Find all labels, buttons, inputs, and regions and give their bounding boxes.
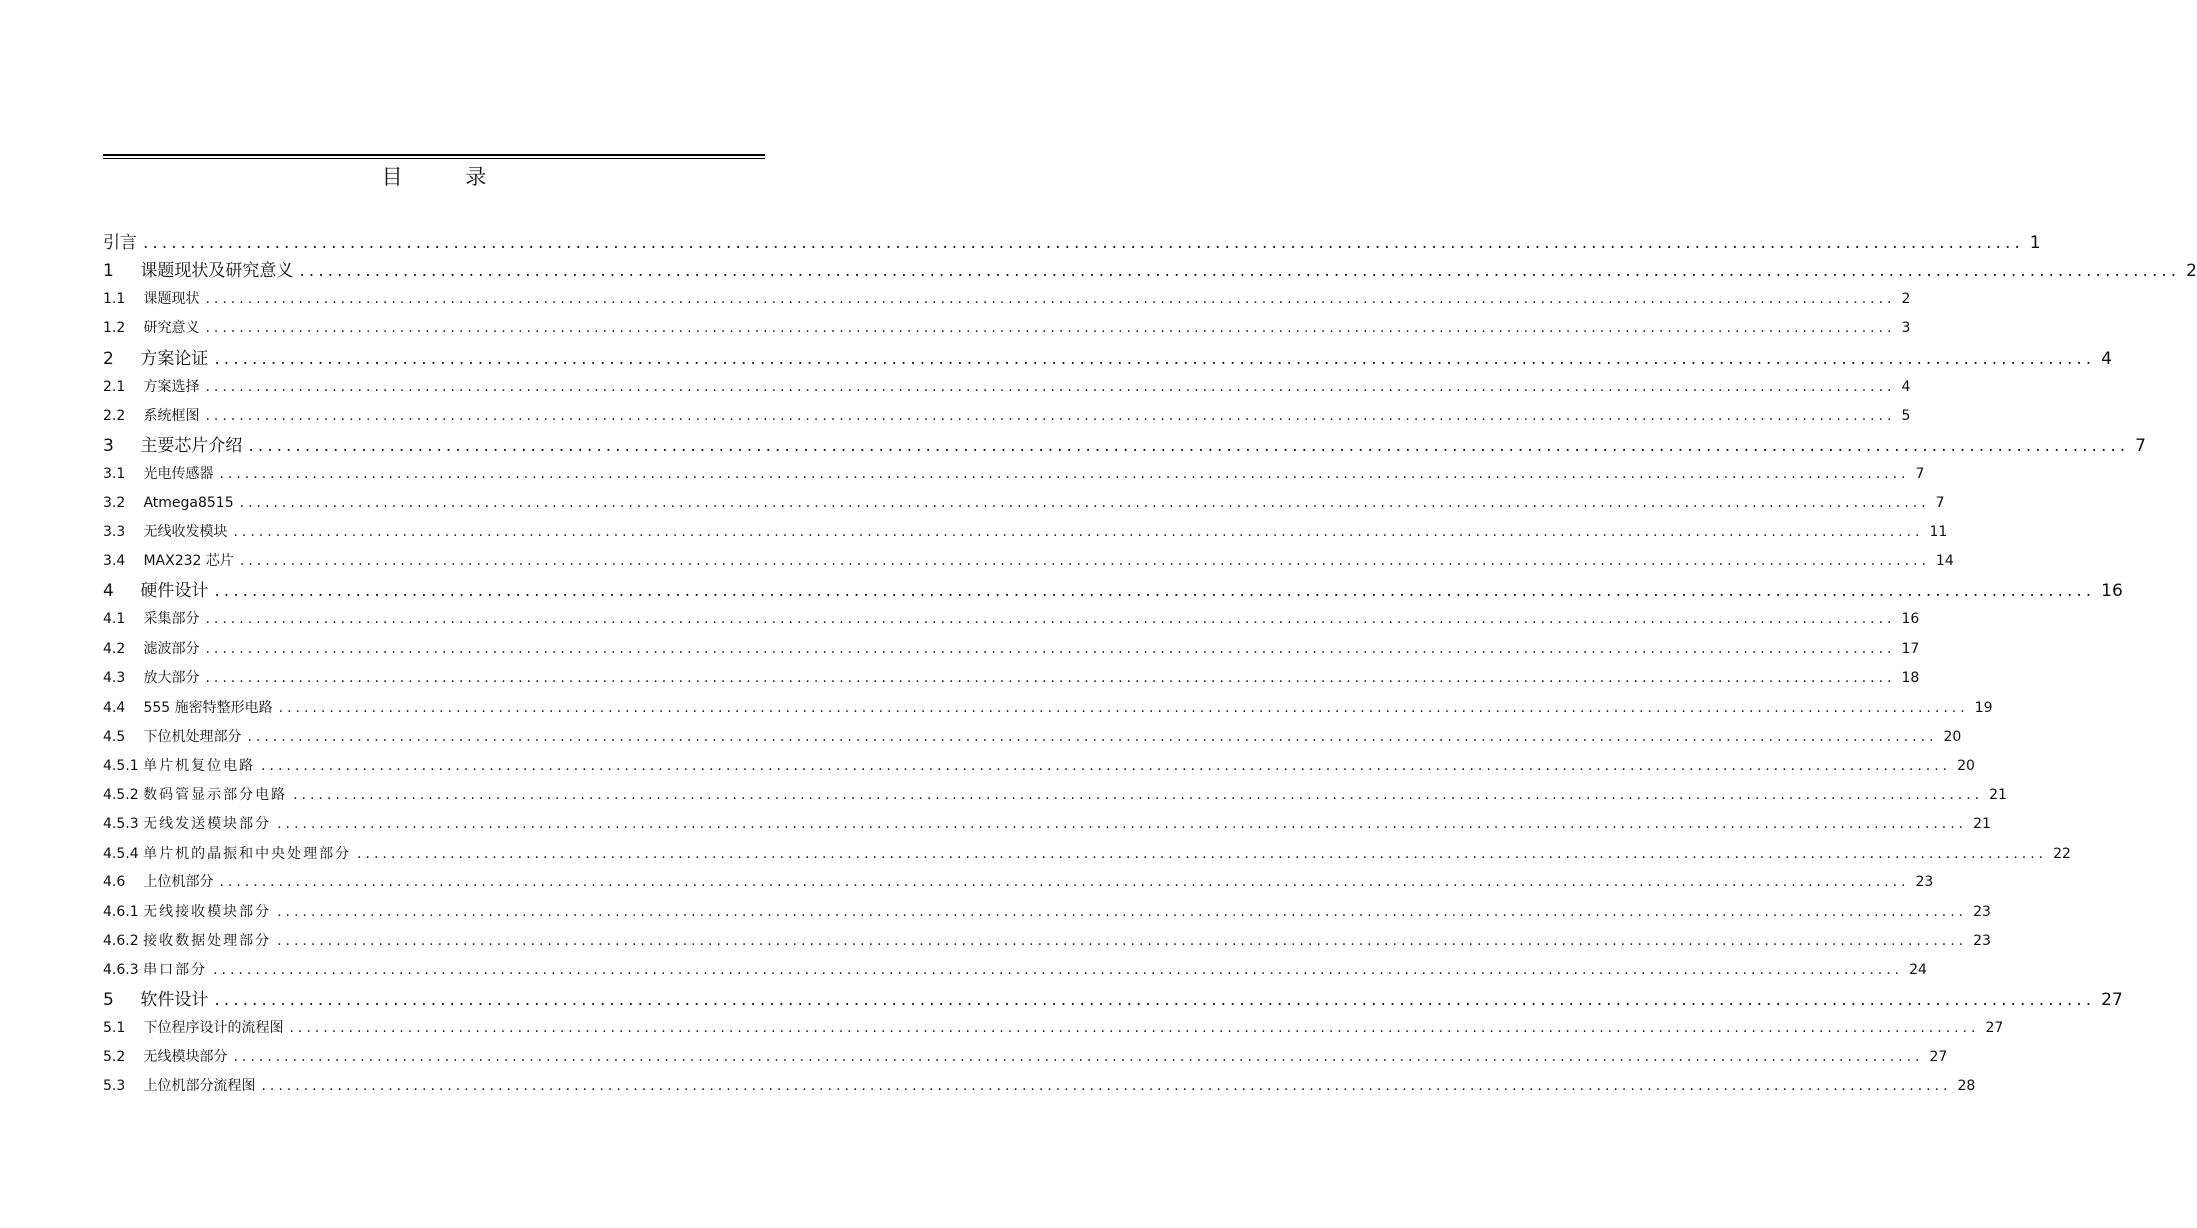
toc-section-number: 2.2 bbox=[103, 408, 126, 424]
toc-dot-leader: ........................................................................................................................................................................................................ bbox=[205, 641, 1896, 657]
toc-dot-leader: ........................................................................................................................................................................................................ bbox=[277, 933, 1968, 949]
toc-page-number: 17 bbox=[1901, 641, 1920, 657]
toc-section-title: Atmega8515 bbox=[143, 495, 234, 511]
toc-section-title: 单片机的晶振和中央处理部分 bbox=[143, 846, 352, 862]
toc-entry-label bbox=[103, 577, 208, 605]
toc-dot-leader: ........................................................................................................................................................................................................ bbox=[214, 349, 2096, 369]
toc-entry[interactable] bbox=[103, 929, 1991, 953]
toc-page-number: 22 bbox=[2053, 846, 2071, 862]
toc-dot-leader: ........................................................................................................................................................................................................ bbox=[239, 553, 1930, 569]
toc-section-number: 3 bbox=[103, 436, 114, 456]
toc-section-number: 4.5.1 bbox=[103, 758, 139, 774]
toc-entry[interactable] bbox=[103, 637, 1920, 661]
toc-dot-leader: ........................................................................................................................................................................................................ bbox=[233, 1049, 1924, 1065]
toc-entry-label bbox=[103, 491, 234, 515]
toc-section-title: 课题现状 bbox=[143, 291, 200, 307]
toc-entry-label bbox=[103, 520, 227, 544]
toc-page-number: 21 bbox=[1989, 787, 2007, 803]
toc-page-number: 7 bbox=[1935, 495, 1945, 511]
toc-section-title: 研究意义 bbox=[143, 320, 200, 336]
toc-section-number: 4.2 bbox=[103, 641, 126, 657]
toc-entry-label bbox=[103, 549, 234, 573]
toc-page-number: 27 bbox=[2101, 990, 2123, 1010]
toc-page-number: 18 bbox=[1901, 670, 1920, 686]
toc-dot-leader: ........................................................................................................................................................................................................ bbox=[219, 466, 1910, 482]
toc-dot-leader: ........................................................................................................................................................................................................ bbox=[205, 408, 1896, 424]
toc-section-title: 无线接收模块部分 bbox=[143, 904, 272, 920]
toc-entry[interactable] bbox=[103, 696, 1993, 720]
toc-dot-leader: ........................................................................................................................................................................................................ bbox=[261, 1078, 1952, 1094]
toc-section-title: 主要芯片介绍 bbox=[140, 436, 243, 456]
toc-page-number: 20 bbox=[1943, 729, 1962, 745]
toc-entry-label bbox=[103, 375, 199, 399]
toc-entry-label bbox=[103, 462, 213, 486]
toc-section-number: 4.5.4 bbox=[103, 846, 139, 862]
toc-page-number: 2 bbox=[1901, 291, 1911, 307]
toc-entry[interactable] bbox=[103, 257, 2197, 285]
toc-entry-label bbox=[103, 345, 208, 373]
toc-section-number: 3.3 bbox=[103, 524, 126, 540]
toc-entry[interactable] bbox=[103, 229, 2041, 257]
toc-entry-label bbox=[103, 754, 255, 778]
toc-page-number: 11 bbox=[1929, 524, 1948, 540]
toc-section-number: 4.4 bbox=[103, 700, 126, 716]
toc-entry-label bbox=[103, 404, 199, 428]
toc-section-title: 下位程序设计的流程图 bbox=[143, 1020, 284, 1036]
toc-page-number: 4 bbox=[2101, 349, 2112, 369]
toc-entry-label bbox=[103, 725, 241, 749]
toc-section-number: 4 bbox=[103, 581, 114, 601]
toc-entry-label bbox=[103, 696, 273, 720]
toc-section-title: 课题现状及研究意义 bbox=[140, 261, 294, 281]
toc-section-title: 数码管显示部分电路 bbox=[143, 787, 288, 803]
toc-dot-leader: ........................................................................................................................................................................................................ bbox=[143, 233, 2024, 253]
toc-dot-leader: ........................................................................................................................................................................................................ bbox=[205, 611, 1896, 627]
toc-section-title: 无线发送模块部分 bbox=[143, 816, 272, 832]
toc-page-number: 21 bbox=[1973, 816, 1991, 832]
toc-page-number: 16 bbox=[2101, 581, 2123, 601]
toc-section-title: 无线收发模块 bbox=[143, 524, 228, 540]
toc-dot-leader: ........................................................................................................................................................................................................ bbox=[239, 495, 1930, 511]
toc-dot-leader: ........................................................................................................................................................................................................ bbox=[277, 816, 1968, 832]
toc-entry[interactable] bbox=[103, 754, 1975, 778]
toc-entry-label bbox=[103, 1016, 283, 1040]
toc-entry[interactable] bbox=[103, 432, 2146, 460]
toc-dot-leader: ........................................................................................................................................................................................................ bbox=[293, 787, 1984, 803]
toc-page-number: 19 bbox=[1974, 700, 1993, 716]
toc-entry-label bbox=[103, 986, 208, 1014]
toc-section-number: 4.1 bbox=[103, 611, 126, 627]
toc-section-title: 光电传感器 bbox=[143, 466, 214, 482]
toc-page-number: 27 bbox=[1985, 1020, 2004, 1036]
toc-page-number: 7 bbox=[2135, 436, 2146, 456]
toc-dot-leader: ........................................................................................................................................................................................................ bbox=[357, 846, 2048, 862]
toc-section-title: 方案选择 bbox=[143, 379, 200, 395]
toc-page-number: 7 bbox=[1915, 466, 1925, 482]
toc-page-number: 28 bbox=[1957, 1078, 1976, 1094]
toc-dot-leader: ........................................................................................................................................................................................................ bbox=[205, 670, 1896, 686]
toc-dot-leader: ........................................................................................................................................................................................................ bbox=[233, 524, 1924, 540]
toc-entry-label bbox=[103, 666, 199, 690]
toc-section-title: 滤波部分 bbox=[143, 641, 200, 657]
toc-section-title: 接收数据处理部分 bbox=[143, 933, 272, 949]
toc-section-number: 4.6.1 bbox=[103, 904, 139, 920]
toc-section-number: 4.3 bbox=[103, 670, 126, 686]
toc-entry[interactable] bbox=[103, 287, 1911, 311]
toc-dot-leader: ........................................................................................................................................................................................................ bbox=[205, 291, 1896, 307]
toc-entry-label bbox=[103, 842, 351, 866]
toc-section-title: 系统框图 bbox=[143, 408, 200, 424]
toc-section-title: 无线模块部分 bbox=[143, 1049, 228, 1065]
toc-entry-label bbox=[103, 958, 207, 982]
toc-section-title: 硬件设计 bbox=[140, 581, 209, 601]
toc-entry[interactable] bbox=[103, 345, 2112, 373]
toc-entry-label bbox=[103, 637, 199, 661]
toc-section-number: 3.4 bbox=[103, 553, 126, 569]
toc-section-title: 上位机部分流程图 bbox=[143, 1078, 256, 1094]
toc-entry-label bbox=[103, 257, 293, 285]
toc-entry-label bbox=[103, 870, 213, 894]
toc-page-number: 23 bbox=[1973, 933, 1991, 949]
toc-entry[interactable] bbox=[103, 375, 1911, 399]
toc-section-number: 5 bbox=[103, 990, 114, 1010]
toc-dot-leader: ........................................................................................................................................................................................................ bbox=[289, 1020, 1980, 1036]
toc-entry-label bbox=[103, 607, 199, 631]
toc-entry[interactable] bbox=[103, 870, 1934, 894]
toc-page-number: 4 bbox=[1901, 379, 1911, 395]
toc-section-title: 方案论证 bbox=[140, 349, 209, 369]
toc-page-number: 16 bbox=[1901, 611, 1920, 627]
toc-entry-label bbox=[103, 287, 199, 311]
toc-section-number: 4.5.3 bbox=[103, 816, 139, 832]
toc-section-number: 4.6.3 bbox=[103, 962, 139, 978]
toc-dot-leader: ........................................................................................................................................................................................................ bbox=[219, 874, 1910, 890]
toc-page-number: 2 bbox=[2186, 261, 2197, 281]
page-title: 目 录 bbox=[381, 165, 515, 189]
toc-page-number: 24 bbox=[1909, 962, 1927, 978]
toc-entry[interactable] bbox=[103, 900, 1991, 924]
toc-dot-leader: ........................................................................................................................................................................................................ bbox=[214, 990, 2096, 1010]
toc-dot-leader: ........................................................................................................................................................................................................ bbox=[213, 962, 1904, 978]
toc-entry[interactable] bbox=[103, 491, 1945, 515]
toc-section-title: 采集部分 bbox=[143, 611, 200, 627]
toc-entry[interactable] bbox=[103, 812, 1991, 836]
toc-entry[interactable] bbox=[103, 958, 1927, 982]
toc-section-number: 2.1 bbox=[103, 379, 126, 395]
toc-section-title: 软件设计 bbox=[140, 990, 209, 1010]
toc-section-title: 引言 bbox=[103, 233, 137, 253]
toc-section-title: 串口部分 bbox=[143, 962, 208, 978]
toc-entry-label bbox=[103, 229, 137, 257]
toc-entry-label bbox=[103, 812, 271, 836]
toc-dot-leader: ........................................................................................................................................................................................................ bbox=[205, 320, 1896, 336]
toc-page-number: 23 bbox=[1973, 904, 1991, 920]
toc-entry[interactable] bbox=[103, 520, 1948, 544]
toc-entry[interactable] bbox=[103, 842, 2071, 866]
toc-page-number: 20 bbox=[1957, 758, 1975, 774]
toc-entry[interactable] bbox=[103, 666, 1920, 690]
toc-section-number: 1.1 bbox=[103, 291, 126, 307]
toc-entry[interactable] bbox=[103, 1045, 1948, 1069]
toc-section-title: 下位机处理部分 bbox=[143, 729, 242, 745]
toc-page-number: 23 bbox=[1915, 874, 1934, 890]
toc-section-number: 4.5 bbox=[103, 729, 126, 745]
toc-section-title: 放大部分 bbox=[143, 670, 200, 686]
toc-dot-leader: ........................................................................................................................................................................................................ bbox=[299, 261, 2181, 281]
toc-entry[interactable] bbox=[103, 462, 1925, 486]
toc-entry-label bbox=[103, 1074, 255, 1098]
toc-entry[interactable] bbox=[103, 404, 1911, 428]
toc-dot-leader: ........................................................................................................................................................................................................ bbox=[278, 700, 1969, 716]
table-of-contents bbox=[103, 0, 2197, 1228]
toc-dot-leader: ........................................................................................................................................................................................................ bbox=[248, 436, 2130, 456]
toc-entry[interactable] bbox=[103, 783, 2007, 807]
toc-section-title: 单片机复位电路 bbox=[143, 758, 256, 774]
toc-section-title: 555 施密特整形电路 bbox=[143, 700, 273, 716]
toc-section-number: 1.2 bbox=[103, 320, 126, 336]
toc-dot-leader: ........................................................................................................................................................................................................ bbox=[205, 379, 1896, 395]
toc-dot-leader: ........................................................................................................................................................................................................ bbox=[247, 729, 1938, 745]
toc-section-number: 4.5.2 bbox=[103, 787, 139, 803]
toc-section-number: 5.2 bbox=[103, 1049, 126, 1065]
toc-page-number: 3 bbox=[1901, 320, 1911, 336]
toc-section-number: 4.6.2 bbox=[103, 933, 139, 949]
toc-dot-leader: ........................................................................................................................................................................................................ bbox=[277, 904, 1968, 920]
toc-section-number: 3.1 bbox=[103, 466, 126, 482]
toc-entry[interactable] bbox=[103, 577, 2123, 605]
toc-entry[interactable] bbox=[103, 607, 1920, 631]
toc-page-number: 1 bbox=[2029, 233, 2041, 253]
toc-entry-label bbox=[103, 900, 271, 924]
toc-entry[interactable] bbox=[103, 549, 1954, 573]
toc-section-number: 5.3 bbox=[103, 1078, 126, 1094]
toc-entry[interactable] bbox=[103, 316, 1911, 340]
toc-dot-leader: ........................................................................................................................................................................................................ bbox=[214, 581, 2096, 601]
toc-dot-leader: ........................................................................................................................................................................................................ bbox=[261, 758, 1952, 774]
toc-page-number: 5 bbox=[1901, 408, 1911, 424]
toc-entry-label bbox=[103, 1045, 227, 1069]
toc-page-number: 14 bbox=[1935, 553, 1954, 569]
toc-entry-label bbox=[103, 783, 287, 807]
toc-section-title: MAX232 芯片 bbox=[143, 553, 234, 569]
toc-entry[interactable] bbox=[103, 986, 2123, 1014]
toc-section-title: 上位机部分 bbox=[143, 874, 214, 890]
toc-section-number: 3.2 bbox=[103, 495, 126, 511]
toc-section-number: 5.1 bbox=[103, 1020, 126, 1036]
toc-section-number: 4.6 bbox=[103, 874, 126, 890]
toc-entry[interactable] bbox=[103, 1074, 1976, 1098]
toc-entry[interactable] bbox=[103, 725, 1962, 749]
toc-section-number: 2 bbox=[103, 349, 114, 369]
toc-page-number: 27 bbox=[1929, 1049, 1948, 1065]
toc-entry-label bbox=[103, 316, 199, 340]
toc-entry-label bbox=[103, 432, 242, 460]
toc-entry[interactable] bbox=[103, 1016, 2004, 1040]
toc-section-number: 1 bbox=[103, 261, 114, 281]
toc-entry-label bbox=[103, 929, 271, 953]
